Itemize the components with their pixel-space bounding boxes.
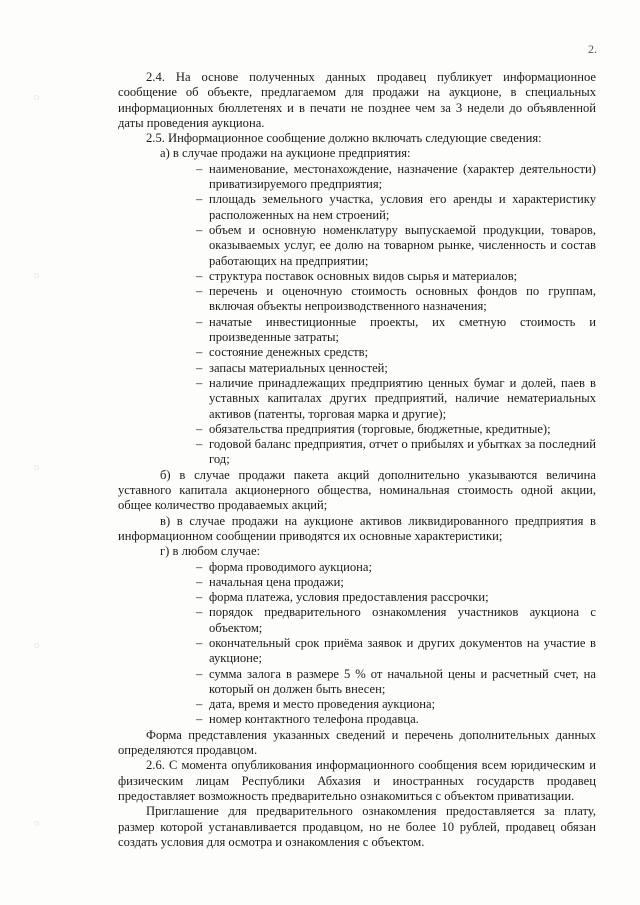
subsection-g-intro: г) в любом случае: [160,544,261,559]
subsection-b: б) в случае продажи пакета акций дополнительно указываются величина уставного капитала акционерного общества, номинальная стоимость одной акции, общее количество продаваемых акций; [118,467,596,513]
list-item: – обязательства предприятия (торговые, бюджетные, кредитные); [118,422,596,437]
list-item: – состояние денежных средств; [118,345,596,360]
binding-hole-mark: ◌ [34,270,40,280]
list-g [118,560,596,728]
invitation-paragraph: Приглашение для предварительного ознакомления предоставляется за плату, размер которой устанавливается продавцом, но не более 10 рублей, продавец обязан создать условия для осмотра и ознакомления с объектом. [118,804,596,849]
page-number: 2. [588,42,597,56]
list-item: – годовой баланс предприятия, отчет о прибылях и убытках за последний год; [118,437,596,468]
paragraph-2-6: 2.6. С момента опубликования информационного сообщения всем юридическим и физическим лицам Республики Абхазия и иностранных государств продавец предоставляет возможность предварительно ознакомиться с объектом приватизации. [118,758,596,803]
list-item: – объем и основную номенклатуру выпускаемой продукции, товаров, оказываемых услуг, ее долю на товарном рынке, численность и состав работающих на предприятии; [118,223,596,269]
list-item: – запасы материальных ценностей; [118,361,596,376]
list-item: – структура поставок основных видов сырья и материалов; [118,269,596,284]
list-item: – порядок предварительного ознакомления участников аукциона с объектом; [118,605,596,636]
list-item: – площадь земельного участка, условия его аренды и характеристику расположенных на нем строений; [118,192,596,223]
list-item: – дата, время и место проведения аукциона; [118,697,596,712]
binding-hole-mark: ◌ [34,818,40,828]
list-item: – наличие принадлежащих предприятию ценных бумаг и долей, паев в уставных капиталах других предприятий, наличие нематериальных активов (патенты, торговая марка и другие); [118,376,596,422]
list-item: – наименование, местонахождение, назначение (характер деятельности) приватизируемого предприятия; [118,162,596,193]
list-item: – начатые инвестиционные проекты, их сметную стоимость и произведенные затраты; [118,315,596,346]
binding-hole-mark: ◌ [34,640,40,650]
list-item: – перечень и оценочную стоимость основных фондов по группам, включая объекты непроизводственного назначения; [118,284,596,315]
list-item: – форма проводимого аукциона; [118,560,596,575]
subsection-a-intro: а) в случае продажи на аукционе предприятия: [160,146,411,161]
subsection-v: в) в случае продажи на аукционе активов ликвидированного предприятия в информационном сообщении приводятся их основные характеристики; [118,513,596,543]
binding-hole-mark: ◌ [34,92,40,102]
list-item: – сумма залога в размере 5 % от начальной цены и расчетный счет, на который он должен быть внесен; [118,667,596,698]
form-note-paragraph: Форма представления указанных сведений и перечень дополнительных данных определяются продавцом. [118,727,596,758]
list-a [118,162,596,468]
document-body [118,70,596,850]
list-item: – окончательный срок приёма заявок и других документов на участие в аукционе; [118,636,596,667]
list-item: – форма платежа, условия предоставления рассрочки; [118,590,596,605]
paragraph-2-5: 2.5. Информационное сообщение должно включать следующие сведения: [146,131,542,146]
paragraph-2-4: 2.4. На основе полученных данных продавец публикует информационное сообщение об объекте, предлагаемом для продажи на аукционе, в специальных информационных бюллетенях и в печати не позднее чем за 3 недели до объявленной даты проведения аукциона. [118,70,596,130]
list-item: – номер контактного телефона продавца. [118,712,596,727]
list-item: – начальная цена продажи; [118,575,596,590]
binding-hole-mark: ◌ [34,462,40,472]
